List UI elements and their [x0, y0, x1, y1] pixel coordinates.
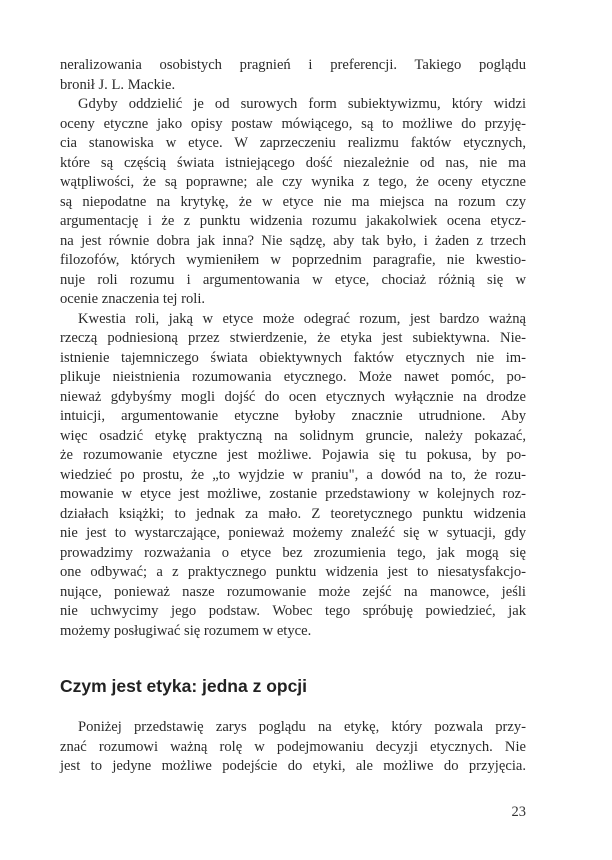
paragraph-1 [60, 56, 526, 95]
text-line: nuje roli rozumu i argumentowania w etyce, chociaż różnią się w [60, 271, 526, 288]
text-line: możemy posługiwać się rozumem w etyce. [60, 622, 312, 639]
text-line: filozofów, których wymieniłem w poprzednim paragrafie, nie kwestio- [60, 252, 526, 268]
text-line: Kwestia roli, jaką w etyce może odegrać rozum, jest bardzo ważną [78, 310, 526, 327]
text-line: istnienie tajemniczego świata obiektywnych faktów etycznych nie im- [60, 349, 526, 366]
text-line: nieważ gdybyśmy mogli dojść do ocen etycznych wyłącznie na drodze [60, 388, 526, 405]
paragraph-3 [60, 310, 526, 642]
section-body [60, 718, 526, 777]
text-line: one odbywać; a z praktycznego punktu widzenia jest to niesatysfakcjo- [60, 564, 526, 580]
text-line: są niepodatne na krytykę, że w etyce nie ma miejsca na rozum czy [60, 193, 526, 210]
text-line: rzeczą podniesioną przez stwierdzenie, że etyka jest subiektywna. Nie- [60, 330, 526, 346]
text-line: nie uchwycimy jego podstaw. Wobec tego spróbuję powiedzieć, jak [60, 603, 526, 619]
text-line: nie jest to wystarczające, ponieważ możemy znaleźć się w sytuacji, gdy [60, 525, 526, 541]
text-line: oceny etyczne jako opisy postaw mówiącego, są to możliwe do przyję- [60, 115, 526, 132]
text-line: nujące, ponieważ nasze rozumowanie może zejść na manowce, jeśli [60, 583, 526, 600]
text-line: na jest równie dobra jak inna? Nie sądzę, aby tak było, i żaden z trzech [60, 232, 526, 249]
text-line: neralizowania osobistych pragnień i preferencji. Takiego poglądu [60, 57, 526, 73]
text-line: wiedzieć po prostu, że „to wyjdzie w praniu", a dowód na to, że rozu- [60, 466, 526, 483]
text-line: prowadzimy rozważania o etyce bez zrozumienia tego, jak mogą się [60, 544, 526, 561]
text-line: które są częścią świata istniejącego dość niezależnie od nas, nie ma [60, 154, 526, 171]
paragraph-2 [60, 95, 526, 310]
text-line: znać rozumowi ważną rolę w podejmowaniu decyzji etycznych. Nie [60, 738, 526, 755]
text-line: działach książki; to jednak za mało. Z teoretycznego punktu widzenia [60, 505, 526, 522]
page-number: 23 [511, 804, 526, 820]
text-line: plikuje nieistnienia rozumowania etycznego. Może nawet pomóc, po- [60, 369, 526, 385]
body-text [60, 56, 526, 641]
text-line: wątpliwości, że są poprawne; ale czy wynika z tego, że oceny etyczne [60, 174, 526, 190]
text-line: cia stanowiska w etyce. W zaprzeczeniu realizmu faktów etycznych, [60, 135, 526, 151]
text-line: więc osadzić etykę praktyczną na solidnym gruncie, należy pokazać, [60, 427, 526, 444]
text-line: jest to jedyne możliwe podejście do etyki, ale możliwe do przyjęcia. [60, 758, 526, 774]
section-heading: Czym jest etyka: jedna z opcji [60, 676, 308, 696]
text-line: ocenie znaczenia tej roli. [60, 291, 206, 307]
text-line: Gdyby oddzielić je od surowych form subiektywizmu, który widzi [78, 96, 526, 112]
text-line: argumentację i że z punktu widzenia rozumu jakakolwiek ocena etycz- [60, 213, 526, 229]
text-line: że rozumowanie etyczne jest możliwe. Pojawia się tu pokusa, by po- [60, 447, 526, 463]
text-line: mowanie w etyce jest możliwe, zostanie przedstawiony w kolejnych roz- [60, 486, 526, 502]
text-line: intuicji, argumentowanie etyczne byłoby znacznie utrudnione. Aby [60, 408, 526, 424]
text-line: Poniżej przedstawię zarys poglądu na etykę, który pozwala przy- [78, 719, 526, 735]
text-line: bronił J. L. Mackie. [60, 76, 176, 93]
